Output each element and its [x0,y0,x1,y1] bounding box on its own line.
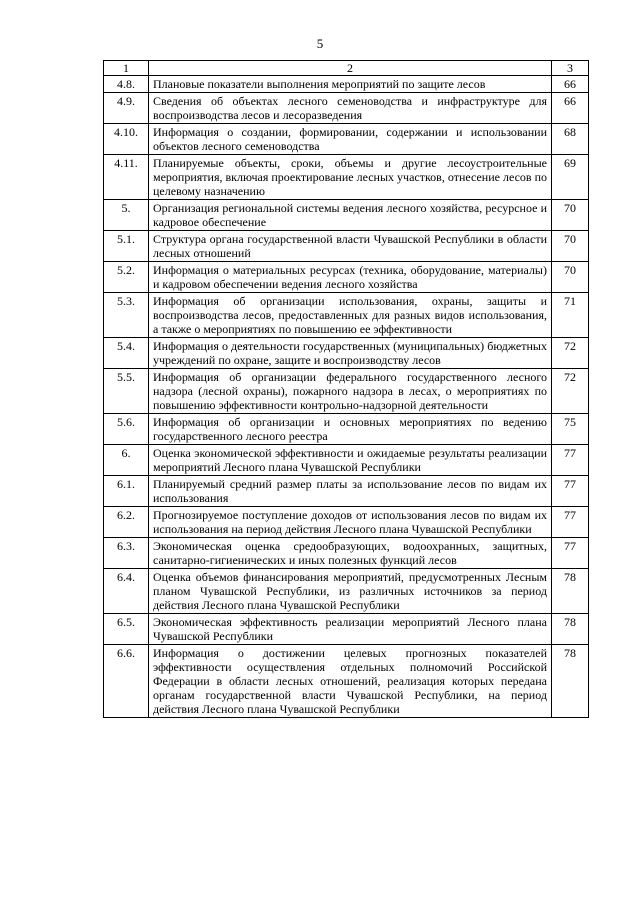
table-row [104,645,589,718]
page-reference: 69 [552,155,589,200]
table-row [104,569,589,614]
section-title: Информация об организации использования, охраны, защиты и воспроизводства лесов, предоставленных для разных видов использования, а также о мероприятиях по повышению ее эффективности [149,293,552,338]
section-title: Плановые показатели выполнения мероприятий по защите лесов [149,76,552,93]
table-row [104,124,589,155]
table-row [104,93,589,124]
section-title: Организация региональной системы ведения лесного хозяйства, ресурсное и кадровое обеспечение [149,200,552,231]
section-number: 5. [104,200,149,231]
header-col-title: 2 [149,61,552,76]
section-number: 6.5. [104,614,149,645]
section-title: Оценка экономической эффективности и ожидаемые результаты реализации мероприятий Лесного плана Чувашской Республики [149,445,552,476]
section-number: 5.5. [104,369,149,414]
section-number: 5.1. [104,231,149,262]
table-row [104,155,589,200]
section-number: 6.3. [104,538,149,569]
table-row [104,507,589,538]
table-row [104,538,589,569]
table-row [104,338,589,369]
page-reference: 78 [552,645,589,718]
section-number: 4.11. [104,155,149,200]
page-reference: 72 [552,338,589,369]
section-number: 6. [104,445,149,476]
section-title: Прогнозируемое поступление доходов от использования лесов по видам их использования на период действия Лесного плана Чувашской Республики [149,507,552,538]
section-title: Информация о достижении целевых прогнозных показателей эффективности осуществления отдельных полномочий Российской Федерации в области лесных отношений, реализация которых передана органам государственной власти Чувашской Республики, на период действия Лесного плана Чувашской Республики [149,645,552,718]
section-number: 4.8. [104,76,149,93]
section-number: 4.10. [104,124,149,155]
section-title: Экономическая эффективность реализации мероприятий Лесного плана Чувашской Республики [149,614,552,645]
section-number: 5.6. [104,414,149,445]
page-reference: 70 [552,200,589,231]
header-col-number: 1 [104,61,149,76]
section-title: Структура органа государственной власти Чувашской Республики в области лесных отношений [149,231,552,262]
page-reference: 77 [552,507,589,538]
table-row [104,262,589,293]
section-title: Информация о создании, формировании, содержании и использовании объектов лесного семеноводства [149,124,552,155]
table-row [104,614,589,645]
page-reference: 78 [552,569,589,614]
contents-table [103,60,589,718]
table-header-row [104,61,589,76]
page-reference: 72 [552,369,589,414]
table-row [104,231,589,262]
page-reference: 70 [552,262,589,293]
section-title: Информация об организации и основных мероприятиях по ведению государственного лесного реестра [149,414,552,445]
section-number: 6.4. [104,569,149,614]
page-reference: 78 [552,614,589,645]
page-reference: 75 [552,414,589,445]
header-col-page: 3 [552,61,589,76]
section-number: 6.6. [104,645,149,718]
table-row [104,445,589,476]
section-title: Информация о деятельности государственных (муниципальных) бюджетных учреждений по охране, защите и воспроизводству лесов [149,338,552,369]
section-title: Оценка объемов финансирования мероприятий, предусмотренных Лесным планом Чувашской Республики, из различных источников за период действия Лесного плана Чувашской Республики [149,569,552,614]
section-title: Информация о материальных ресурсах (техника, оборудование, материалы) и кадровом обеспечении ведения лесного хозяйства [149,262,552,293]
table-row [104,200,589,231]
section-title: Планируемые объекты, сроки, объемы и другие лесоустроительные мероприятия, включая проектирование лесных участков, отнесение лесов по целевому назначению [149,155,552,200]
page-reference: 71 [552,293,589,338]
table-row [104,76,589,93]
page-reference: 77 [552,538,589,569]
page-reference: 68 [552,124,589,155]
section-title: Экономическая оценка средообразующих, водоохранных, защитных, санитарно-гигиенических и иных полезных функций лесов [149,538,552,569]
section-title: Сведения об объектах лесного семеноводства и инфраструктуре для воспроизводства лесов и лесоразведения [149,93,552,124]
section-number: 6.2. [104,507,149,538]
section-number: 5.3. [104,293,149,338]
page-number: 5 [316,36,324,51]
section-number: 5.4. [104,338,149,369]
page-reference: 77 [552,445,589,476]
section-number: 6.1. [104,476,149,507]
page-reference: 66 [552,76,589,93]
page-reference: 66 [552,93,589,124]
section-title: Планируемый средний размер платы за использование лесов по видам их использования [149,476,552,507]
table-row [104,293,589,338]
table-row [104,369,589,414]
section-number: 5.2. [104,262,149,293]
section-number: 4.9. [104,93,149,124]
section-title: Информация об организации федерального государственного лесного надзора (лесной охраны), пожарного надзора в лесах, о мероприятиях по повышению эффективности контрольно-надзорной деятельности [149,369,552,414]
table-row [104,414,589,445]
page-reference: 77 [552,476,589,507]
page-reference: 70 [552,231,589,262]
table-row [104,476,589,507]
